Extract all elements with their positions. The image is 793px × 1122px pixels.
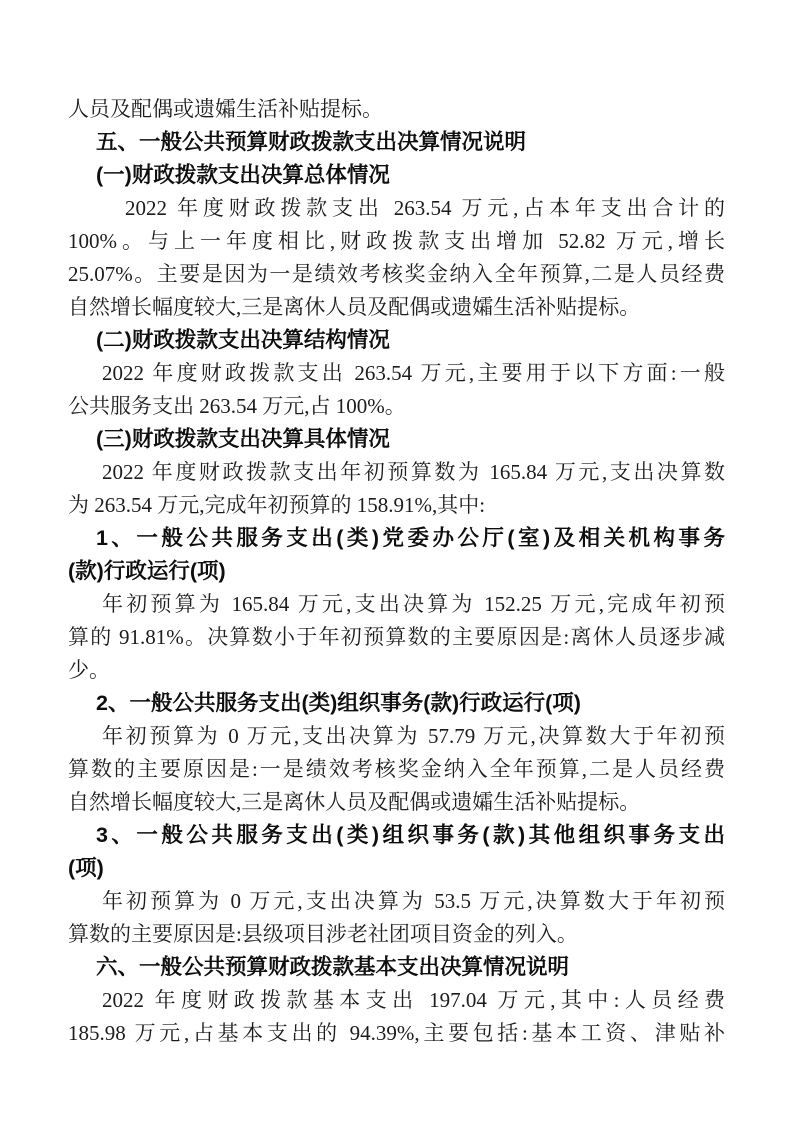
section-heading: 3、一般公共服务支出(类)组织事务(款)其他组织事务支出 [96,823,725,847]
text-line: 算数的主要原因是:县级项目涉老社团项目资金的列入。 [68,922,578,946]
text-line: 算的 91.81%。决算数小于年初预算数的主要原因是:离休人员逐步减 [68,625,725,649]
text-line: 自然增长幅度较大,三是离休人员及配偶或遗孀生活补贴提标。 [68,790,641,814]
text-line: 人员及配偶或遗孀生活补贴提标。 [68,97,383,121]
text-line: 年初预算为 165.84 万元,支出决算为 152.25 万元,完成年初预 [102,592,725,616]
section-heading: 六、一般公共预算财政拨款基本支出决算情况说明 [96,955,570,979]
section-heading: (三)财政拨款支出决算具体情况 [96,427,390,451]
text-line: 2022 年度财政拨款支出 263.54 万元,占本年支出合计的 [125,196,725,220]
text-line: 自然增长幅度较大,三是离休人员及配偶或遗孀生活补贴提标。 [68,295,641,319]
section-heading: (二)财政拨款支出决算结构情况 [96,328,390,352]
section-heading: 1、一般公共服务支出(类)党委办公厅(室)及相关机构事务 [96,526,725,550]
section-heading: 2、一般公共服务支出(类)组织事务(款)行政运行(项) [96,691,581,715]
text-line: 算数的主要原因是:一是绩效考核奖金纳入全年预算,二是人员经费 [68,757,725,781]
text-line: 25.07%。主要是因为一是绩效考核奖金纳入全年预算,二是人员经费 [68,262,725,286]
text-line: 少。 [68,658,110,682]
text-line: 年初预算为 0 万元,支出决算为 57.79 万元,决算数大于年初预 [102,724,725,748]
section-heading: 五、一般公共预算财政拨款支出决算情况说明 [96,130,527,154]
section-heading: (一)财政拨款支出决算总体情况 [96,163,390,187]
text-line: 年初预算为 0 万元,支出决算为 53.5 万元,决算数大于年初预 [102,889,725,913]
text-line: 2022 年度财政拨款支出 263.54 万元,主要用于以下方面:一般 [102,361,725,385]
section-heading: (款)行政运行(项) [68,559,226,583]
section-heading: (项) [68,856,104,880]
text-line: 公共服务支出 263.54 万元,占 100%。 [68,394,406,418]
text-line: 为 263.54 万元,完成年初预算的 158.91%,其中: [68,493,486,517]
text-line: 100%。与上一年度相比,财政拨款支出增加 52.82 万元,增长 [68,229,725,253]
text-line: 2022 年度财政拨款基本支出 197.04 万元,其中:人员经费 [102,988,725,1012]
text-line: 185.98 万元,占基本支出的 94.39%,主要包括:基本工资、津贴补 [68,1021,725,1045]
text-line: 2022 年度财政拨款支出年初预算数为 165.84 万元,支出决算数 [102,460,725,484]
